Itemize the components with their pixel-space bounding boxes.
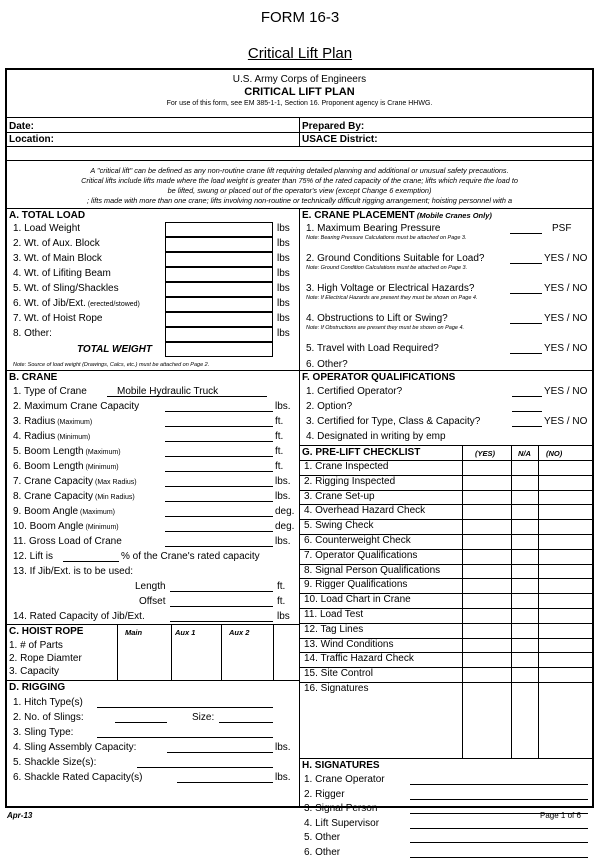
- total-load-input[interactable]: [165, 222, 273, 237]
- total-load-input[interactable]: [165, 312, 273, 327]
- form-number: FORM 16-3: [260, 9, 340, 26]
- checklist-item: 1. Crane Inspected: [304, 461, 389, 472]
- signature-line[interactable]: [410, 775, 588, 785]
- crane-input-line[interactable]: [165, 507, 273, 517]
- jib-label: 13. If Jib/Ext. is to be used:: [13, 566, 134, 577]
- operator-item: 1. Certified Operator?: [306, 386, 403, 397]
- checklist-item: 8. Signal Person Qualifications: [304, 564, 441, 576]
- unit-lbs: lbs.: [275, 772, 291, 783]
- checklist-item: 12. Tag Lines: [304, 623, 364, 635]
- placement-item: 3. High Voltage or Electrical Hazards?: [306, 283, 475, 294]
- total-load-input[interactable]: [165, 282, 273, 297]
- header-title: CRITICAL LIFT PLAN: [244, 86, 355, 98]
- operator-item: 4. Designated in writing by emp: [306, 431, 446, 442]
- placement-item: 5. Travel with Load Required?: [306, 343, 439, 354]
- unit-lbs: lbs: [277, 223, 290, 234]
- signature-line[interactable]: [410, 833, 588, 843]
- placement-note: Note: Bearing Pressure Calculations must be attached on Page 3.: [306, 235, 467, 241]
- total-load-item: 4. Wt. of Lifiting Beam: [13, 268, 111, 279]
- rigging-item: 2. No. of Slings:: [13, 712, 84, 723]
- crane-input-line[interactable]: [165, 432, 273, 442]
- total-load-input[interactable]: [165, 297, 273, 312]
- crane-title: B. CRANE: [9, 372, 58, 383]
- crane-input-line[interactable]: [165, 537, 273, 547]
- usace-district-field[interactable]: USACE District:: [302, 134, 378, 145]
- rigging-line[interactable]: [137, 758, 273, 768]
- unit-lbs: lbs: [277, 313, 290, 324]
- crane-unit: ft.: [275, 416, 284, 427]
- divider: [300, 445, 592, 446]
- placement-answer[interactable]: PSF: [552, 223, 572, 234]
- crane-item: 7. Crane Capacity (Max Radius): [13, 476, 137, 487]
- checklist-item: 5. Swing Check: [304, 520, 374, 532]
- crane-unit: deg.: [275, 521, 295, 532]
- crane-unit: ft.: [275, 446, 284, 457]
- checklist-col-header: N/A: [518, 449, 531, 458]
- operator-item: 3. Certified for Type, Class & Capacity?: [306, 416, 481, 427]
- hoist-col-header: Aux 2: [229, 628, 250, 637]
- crane-unit: lbs.: [275, 401, 291, 412]
- total-load-title: A. TOTAL LOAD: [9, 210, 86, 221]
- checklist-title: G. PRE-LIFT CHECKLIST: [302, 447, 421, 458]
- rigging-item: 5. Shackle Size(s):: [13, 757, 97, 768]
- lift-pct-text: % of the Crane's rated capacity: [121, 551, 260, 562]
- placement-answer[interactable]: YES / NO: [544, 313, 588, 324]
- signature-line[interactable]: [410, 819, 588, 829]
- crane-item: 5. Boom Length (Maximum): [13, 446, 121, 457]
- rigging-title: D. RIGGING: [9, 682, 66, 693]
- crane-item: 10. Boom Angle (Minimum): [13, 521, 119, 532]
- operator-line[interactable]: [512, 387, 542, 397]
- crane-item: 11. Gross Load of Crane: [13, 536, 122, 547]
- operator-answer[interactable]: YES / NO: [544, 416, 588, 427]
- crane-item: 9. Boom Angle (Maximum): [13, 506, 115, 517]
- rigging-line[interactable]: [97, 728, 273, 738]
- unit-lbs: lbs: [277, 253, 290, 264]
- crane-unit: lbs.: [275, 491, 291, 502]
- checklist-item: 6. Counterweight Check: [304, 535, 411, 546]
- placement-item: 4. Obstructions to Lift or Swing?: [306, 313, 448, 324]
- operator-answer[interactable]: YES / NO: [544, 386, 588, 397]
- rigging-line[interactable]: [219, 713, 273, 723]
- checklist-item: 7. Operator Qualifications: [304, 549, 418, 561]
- placement-answer[interactable]: YES / NO: [544, 343, 588, 354]
- crane-placement-title: E. CRANE PLACEMENT (Mobile Cranes Only): [302, 210, 492, 221]
- checklist-item: 13. Wind Conditions: [304, 638, 394, 650]
- hoist-divider: [117, 624, 118, 680]
- checklist-item: 3. Crane Set-up: [304, 490, 375, 502]
- placement-other: 6. Other?: [306, 359, 348, 370]
- rated-capacity-label: 14. Rated Capacity of Jib/Ext.: [13, 611, 145, 622]
- operator-line[interactable]: [512, 417, 542, 427]
- crane-input-line[interactable]: [165, 522, 273, 532]
- checklist-item: 16. Signatures: [304, 683, 369, 694]
- prepared-by-field[interactable]: Prepared By:: [302, 121, 365, 132]
- critical-lift-definition: A "critical lift" can be defined as any non-routine crane lift requiring detailed planning and additional or unusual safety precautions. Critical lifts include lifts made where the load weight is greater than 75% of the rated capacity of the crane; lifts which require the load to be lifted, swung or placed out of the operator's view (except Change 6 exemption) ; lifts made with more than one crane; lifts involving non-routine or technically difficult rigging arrangement; hoisting personnel with a: [81, 166, 518, 205]
- total-load-item: 2. Wt. of Aux. Block: [13, 238, 100, 249]
- size-label: Size:: [192, 712, 215, 723]
- placement-note: Note: If Electrical Hazards are present they must be shown on Page 4.: [306, 295, 478, 301]
- crane-input-line[interactable]: [165, 477, 273, 487]
- unit-lbs: lbs.: [275, 742, 291, 753]
- total-load-input[interactable]: [165, 267, 273, 282]
- crane-unit: ft.: [275, 461, 284, 472]
- lift-pct-line[interactable]: [63, 552, 119, 562]
- crane-input-line[interactable]: [165, 462, 273, 472]
- unit-lbs: lbs: [277, 328, 290, 339]
- crane-type-line: [107, 387, 267, 397]
- rated-capacity-line[interactable]: [170, 612, 273, 622]
- crane-input-line[interactable]: [165, 402, 273, 412]
- total-load-item: 6. Wt. of Jib/Ext. (erected/stowed): [13, 298, 140, 309]
- crane-item: 8. Crane Capacity (Min Radius): [13, 491, 135, 502]
- divider: [300, 758, 592, 759]
- total-weight-label: TOTAL WEIGHT: [77, 344, 152, 355]
- checklist-divider: [538, 445, 539, 758]
- unit-ft: ft.: [277, 581, 286, 592]
- crane-type-value[interactable]: Mobile Hydraulic Truck: [117, 386, 219, 397]
- placement-line[interactable]: [510, 314, 542, 324]
- signatures-title: H. SIGNATURES: [302, 760, 380, 771]
- unit-lbs: lbs: [277, 268, 290, 279]
- placement-answer[interactable]: YES / NO: [544, 283, 588, 294]
- hoist-col-header: Main: [125, 628, 143, 637]
- checklist-divider: [462, 445, 463, 758]
- rigging-item: 6. Shackle Rated Capacity(s): [13, 772, 143, 783]
- operator-item: 2. Option?: [306, 401, 353, 412]
- placement-note: Note: Ground Condition Calculations must be attached on Page 3.: [306, 265, 468, 271]
- hoist-item: 1. # of Parts: [9, 640, 63, 651]
- date-field[interactable]: Date:: [9, 121, 35, 132]
- checklist-item: 2. Rigging Inspected: [304, 475, 396, 487]
- form-header: [7, 70, 592, 118]
- header-use: For use of this form, see EM 385-1-1, Section 16. Proponent agency is Crane HHWG.: [166, 100, 433, 107]
- signature-item: 4. Lift Supervisor: [304, 817, 380, 829]
- rigging-line[interactable]: [115, 713, 167, 723]
- operator-title: F. OPERATOR QUALIFICATIONS: [302, 372, 456, 383]
- divider: [7, 680, 299, 681]
- crane-input-line[interactable]: [165, 417, 273, 427]
- signature-item: 5. Other: [304, 832, 341, 843]
- checklist-col-header: (NO): [546, 449, 563, 458]
- unit-lbs: lbs: [277, 611, 290, 622]
- placement-item: 2. Ground Conditions Suitable for Load?: [306, 253, 485, 264]
- total-load-note: Note: Source of load weight (Drawings, Calcs, etc.) must be attached on Page 2.: [13, 362, 210, 368]
- divider: [300, 370, 592, 371]
- rigging-item: 1. Hitch Type(s): [13, 697, 83, 708]
- total-load-input[interactable]: [165, 252, 273, 267]
- jib-offset-label: Offset: [139, 596, 166, 607]
- checklist-item: 11. Load Test: [304, 609, 364, 620]
- crane-item: 3. Radius (Maximum): [13, 416, 93, 427]
- hoist-divider: [221, 624, 222, 680]
- org-name: U.S. Army Corps of Engineers: [232, 74, 367, 85]
- checklist-item: 15. Site Control: [304, 668, 373, 680]
- signature-item: 6. Other: [304, 846, 341, 858]
- total-weight-input[interactable]: [165, 342, 273, 357]
- signature-item: 3. Signal Person: [304, 803, 378, 814]
- total-load-item: 8. Other:: [13, 328, 52, 339]
- jib-length-line[interactable]: [170, 582, 273, 592]
- total-load-item: 7. Wt. of Hoist Rope: [13, 313, 103, 324]
- checklist-item: 10. Load Chart in Crane: [304, 594, 411, 606]
- crane-item: 6. Boom Length (Minimum): [13, 461, 119, 472]
- placement-line[interactable]: [510, 284, 542, 294]
- hoist-col-header: Aux 1: [175, 628, 196, 637]
- operator-line[interactable]: [512, 402, 542, 412]
- hoist-item: 2. Rope Diamter: [9, 653, 82, 664]
- jib-offset-line[interactable]: [170, 597, 273, 607]
- form-title: Critical Lift Plan: [247, 45, 353, 62]
- location-field[interactable]: Location:: [9, 134, 54, 145]
- crane-item: 4. Radius (Minimum): [13, 431, 91, 442]
- crane-unit: deg.: [275, 506, 295, 517]
- hoist-divider: [273, 624, 274, 680]
- divider: [7, 370, 299, 371]
- crane-item: 2. Maximum Crane Capacity: [13, 401, 140, 412]
- total-load-input[interactable]: [165, 237, 273, 252]
- total-load-item: 3. Wt. of Main Block: [13, 253, 102, 264]
- placement-line[interactable]: [510, 254, 542, 264]
- crane-unit: lbs.: [275, 476, 291, 487]
- checklist-divider: [511, 445, 512, 758]
- rigging-item: 3. Sling Type:: [13, 727, 74, 738]
- total-load-input[interactable]: [165, 327, 273, 342]
- unit-ft: ft.: [277, 596, 286, 607]
- total-load-item: 1. Load Weight: [13, 223, 81, 234]
- unit-lbs: lbs: [277, 283, 290, 294]
- rigging-line[interactable]: [177, 773, 273, 783]
- checklist-item: 9. Rigger Qualifications: [304, 579, 408, 591]
- divider: [7, 624, 299, 625]
- unit-lbs: lbs: [277, 238, 290, 249]
- unit-lbs: lbs: [277, 298, 290, 309]
- hoist-title: C. HOIST ROPE: [9, 626, 84, 637]
- crane-input-line[interactable]: [165, 492, 273, 502]
- placement-answer[interactable]: YES / NO: [544, 253, 588, 264]
- crane-unit: lbs.: [275, 536, 291, 547]
- crane-unit: ft.: [275, 431, 284, 442]
- footer-page: Page 1 of 6: [540, 811, 581, 820]
- rigging-line[interactable]: [97, 698, 273, 708]
- placement-line[interactable]: [510, 224, 542, 234]
- crane-type-label: 1. Type of Crane: [13, 386, 87, 397]
- rigging-line[interactable]: [167, 743, 273, 753]
- left-column: [7, 208, 299, 806]
- placement-line[interactable]: [510, 344, 542, 354]
- placement-note: Note: If Obstructions are present they must be shown on Page 4.: [306, 325, 465, 331]
- placement-item: 1. Maximum Bearing Pressure: [306, 223, 441, 234]
- lift-is-label: 12. Lift is: [13, 551, 54, 562]
- signature-line[interactable]: [410, 790, 588, 800]
- checklist-col-header: (YES): [475, 449, 496, 458]
- hoist-divider: [171, 624, 172, 680]
- total-load-item: 5. Wt. of Sling/Shackles: [13, 283, 119, 294]
- checklist-item: 14. Traffic Hazard Check: [304, 653, 414, 665]
- signature-item: 1. Crane Operator: [304, 774, 385, 785]
- hoist-item: 3. Capacity: [9, 666, 60, 677]
- signature-line[interactable]: [410, 848, 588, 858]
- jib-length-label: Length: [135, 581, 166, 592]
- rigging-item: 4. Sling Assembly Capacity:: [13, 742, 137, 753]
- checklist-item: 4. Overhead Hazard Check: [304, 505, 426, 517]
- footer-date: Apr-13: [7, 811, 33, 820]
- signature-item: 2. Rigger: [304, 788, 345, 800]
- crane-input-line[interactable]: [165, 447, 273, 457]
